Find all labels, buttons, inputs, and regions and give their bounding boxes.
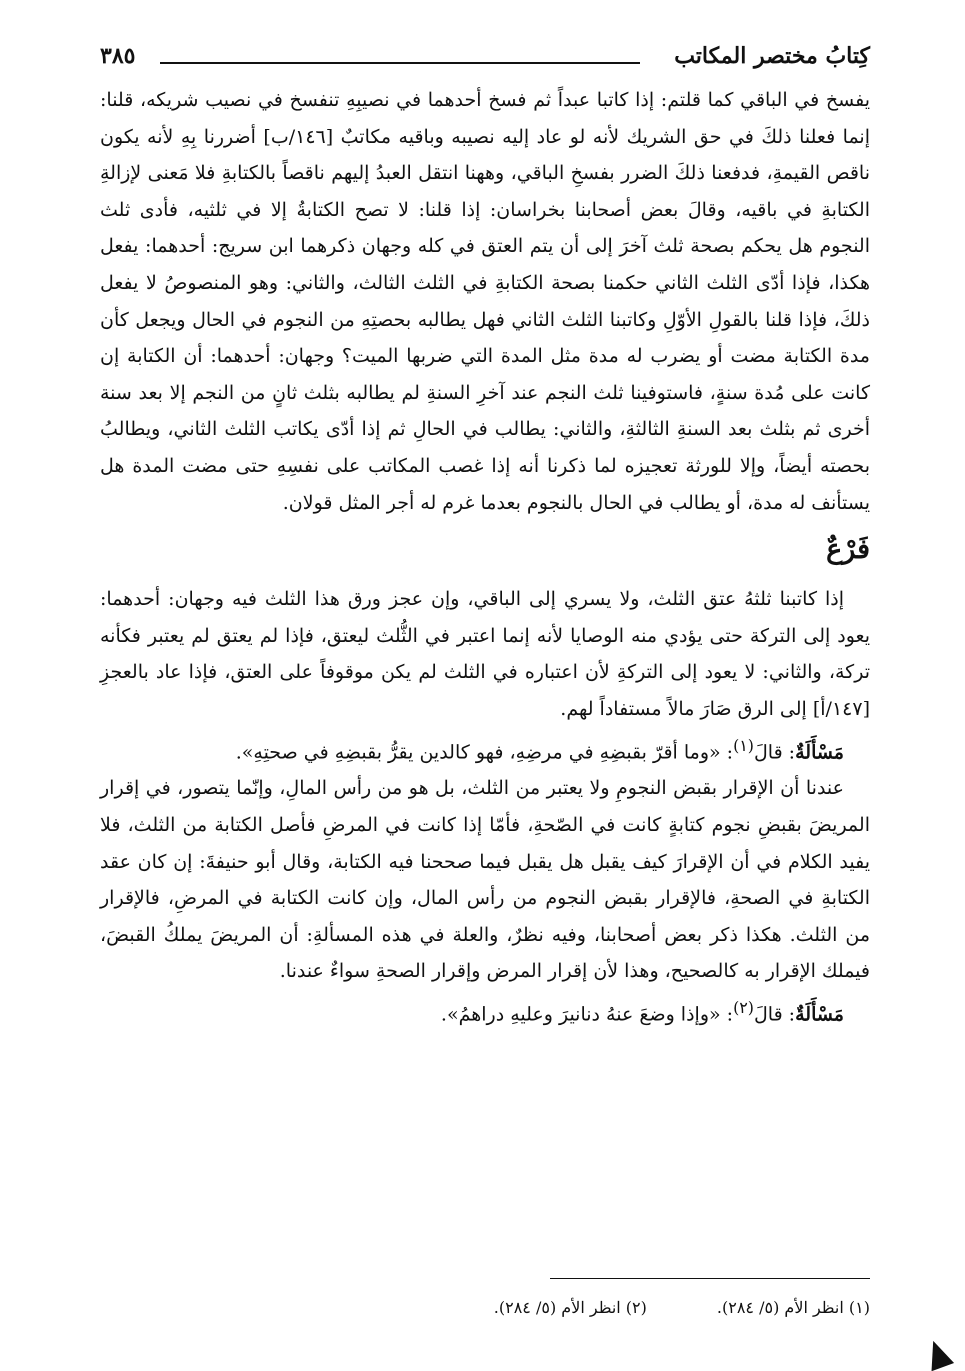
footnotes: [100, 1294, 870, 1322]
running-head: [100, 38, 870, 82]
book-page: [100, 38, 870, 1338]
footnote-1: (١) انظر الأم (٥/ ٢٨٤).: [716, 1298, 870, 1317]
page-number: ٣٨٥: [100, 43, 136, 69]
page-corner-mark: [922, 1337, 954, 1371]
section-heading: فَرْعٌ: [826, 534, 870, 566]
masala-2: [100, 990, 870, 1033]
masala-intro: : قالَ: [753, 1003, 796, 1026]
masala-keyword: مَسْأَلَةٌ: [795, 740, 844, 763]
paragraph-1: يفسخ في الباقي كما قلتم: إذا كاتبا عبداً ثم فسخ أحدهما في نصيبِهِ تنفسخ في نصيب شريكه، قلنا: إنما فعلنا ذلكَ في حق الشريك لأنه لو عاد إليه نصيبه وباقيه مكاتبٌ [١٤٦/ب] أضررنا بِهِ لأنه يكون ناقص القيمةِ، فدفعنا ذلكَ الضرر بفسخِ الباقي، وههنا انتقل العبدُ إليهم ناقصاً بالكتابةِ فلا مَعنى لإزالةِ الكتابةِ في باقيه، وقالَ بعض أصحابنا بخراسان: إذا قلنا: لا تصح الكتابةُ إلا في ثلثيه، فأدى ثلث النجوم هل يحكم بصحة ثلث آخرَ إلى أن يتم العتق في كله وجهان ذكرهما ابن سريج: أحدهما: يفعل هكذا، فإذا أدّى الثلث الثاني حكمنا بصحة الكتابةِ في الثلث الثالث، والثاني: وهو المنصوصُ لا يفعل ذلكَ، فإذا قلنا بالقولِ الأوّلِ وكاتبنا الثلث الثاني فهل يطالبه بحصتِهِ من النجوم في الحال ويجعل كأن مدة الكتابة مضت أو يضرب له مدة مثل المدة التي ضربها الميت؟ وجهان: أحدهما: أن الكتابة إن كانت على مُدة سنةٍ، فاستوفينا ثلث النجم عند آخرِ السنةِ لم يطالبه بثلث ثانٍ من النجم إلا بعد سنة أخرى ثم بثلث بعد السنةِ الثالثةِ، والثاني: يطالب في الحالِ ثم إذا أدّى يكاتب الثلث الثاني، ويطالبُ بحصته أيضاً، وإلا للورثة تعجيزه لما ذكرنا أنه إذا غصب المكاتب على نفسِهِ حتى مضت المدة هل يستأنف له مدة، أو يطالب في الحال بالنجوم بعدما غرم له أجر المثل قولان.: [100, 89, 871, 514]
footnote-rule: [550, 1278, 870, 1279]
main-text: [100, 82, 870, 1033]
book-title: كِتابُ مختصر المكاتب: [674, 43, 870, 69]
masala-quote: : «وإذا وضعَ عنهُ دنانيرَ وعليهِ دراهمُ».: [440, 1003, 734, 1026]
footnote-ref-1: (١): [733, 735, 754, 755]
paragraph-2: إذا كاتبنا ثلثهُ عتق الثلث، ولا يسري إلى الباقي، وإن عجز ورق هذا الثلث فيه وجهان: أحدهما: يعود إلى التركة حتى يؤدي منه الوصايا لأنه إنما اعتبر في الثُّلث ليعتق، فإذا لم يعتق لم يعتبر فكأنه تركة، والثاني: لا يعود إلى التركةِ لأن اعتباره في الثلث لم يكن موقوفاً على العتق، فإذا عاد بالعجزِ [١٤٧/أ] إلى الرق صَارَ مالاً مستفاداً لهم.: [100, 588, 870, 720]
footnote-ref-2: (٢): [733, 997, 754, 1017]
masala-intro: : قالَ: [753, 740, 796, 763]
masala-quote: : «وما أقرّ بقبضِهِ في مرضِهِ، فهو كالدين يقرُّ بقبضِهِ في صحتِهِ».: [235, 740, 734, 763]
paragraph-3: عندنا أن الإقرار بقبض النجومِ ولا يعتبر من الثلث، بل هو من رأس المالِ، وإنّما يتصور، في إقرار المريضَ بقبضِ نجوم كتابةٍ كانت في الصّحةِ، فأمّا إذا كانت في المرضِ فأصل الكتابة من الثلث، فلا يفيد الكلام في أن الإقرارَ كيف يقبل هل يقبل فيما صححنا فيه الكتابة، وقال أبو حنيفةَ: إن كان عقد الكتابةِ في الصحةِ، فالإقرار بقبض النجوم من رأس المال، وإن كانت الكتابة في المرضِ، فالإقرار من الثلث. هكذا ذكر بعض أصحابنا، وفيه نظرٌ، والعلة في هذه المسألةِ: أن المريضَ يملكُ القبضَ، فيملك الإقرار به كالصحيح، وهذا لأن إقرار المرض وإقرار الصحةِ سواءٌ عندنا.: [100, 777, 870, 983]
header-rule: [160, 62, 640, 64]
footnote-2: (٢) انظر الأم (٥/ ٢٨٤).: [493, 1298, 647, 1317]
masala-1: [100, 728, 870, 771]
masala-keyword: مَسْأَلَةٌ: [795, 1003, 844, 1026]
